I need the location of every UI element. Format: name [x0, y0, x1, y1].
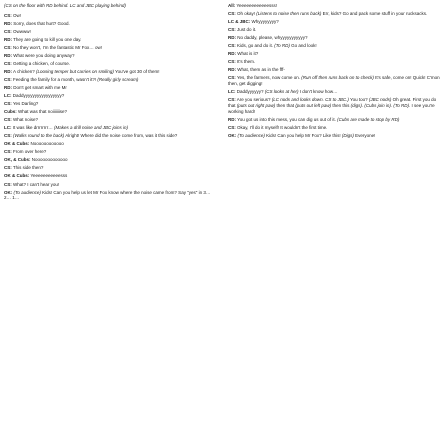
speaker-label: LC & JBC: — [228, 19, 251, 25]
line-text: (CS on the floor with RD behind. LC and JBC playing behind) — [4, 3, 126, 8]
stage-direction: (Loosing temper but carries on smiling) — [36, 69, 114, 75]
line-text: Yeeeeeeeeeeesss — [30, 173, 68, 179]
script-line — [4, 109, 218, 115]
line-text: Are you serious? (LC nods and looks down. CS to JBC.) You too? (JBC nods) Oh great. First you do that (puts out right paw) then that (puts out left paw) then this (digs). (Cubs join in). (To RD). I see you're working hard! — [228, 97, 437, 114]
script-line — [4, 182, 218, 188]
line-text: Yes Darling? — [12, 101, 39, 107]
line-text: Okay, I'll do it myself! It wouldn't the first time. — [237, 124, 328, 130]
script-line — [228, 75, 442, 87]
script-line — [228, 3, 442, 9]
script-line — [228, 97, 442, 115]
script-line — [4, 37, 218, 43]
line-text: It was like drrrrrrrr… (Makes a drill noise and JBC joins in) — [12, 125, 129, 131]
speaker-label: CS: — [4, 77, 12, 83]
script-line — [4, 85, 218, 91]
stage-direction: (LC nods and looks down. CS to JBC.) — [271, 97, 349, 103]
line-text: What? I can't hear you! — [13, 181, 60, 187]
script-line — [228, 51, 442, 57]
speaker-label: OK: — [4, 189, 13, 195]
line-text: Whyyyyyyyy? — [251, 19, 279, 25]
script-line — [4, 77, 218, 83]
stage-direction: (Cubs join in) — [364, 103, 391, 109]
speaker-label: CS: — [4, 28, 12, 34]
speaker-label: RD: — [4, 69, 12, 75]
line-text: Daddyyyyyy? (CS looks at her) I don't know how… — [236, 89, 338, 95]
speaker-label: RD: — [228, 51, 236, 57]
line-text: No they won't, I'm the fantastic Mr Fox… ow! — [13, 44, 103, 50]
speaker-label: CS: — [4, 61, 12, 67]
script-line — [228, 117, 442, 123]
speaker-label: LC: — [228, 89, 236, 95]
script-line — [228, 11, 442, 17]
script-column-right — [228, 3, 442, 141]
script-line — [4, 157, 218, 163]
speaker-label: CS: — [4, 101, 12, 107]
stage-direction: (puts out right paw) — [236, 103, 276, 109]
speaker-label: RD: — [4, 36, 12, 42]
line-text: Nooooooooooooo — [31, 157, 68, 163]
stage-direction: (puts out left paw) — [295, 103, 332, 109]
line-text: Owwww! — [13, 28, 31, 34]
line-text: They are going to kill you one day. — [13, 36, 82, 42]
speaker-label: CS: — [228, 75, 236, 81]
stage-direction: (To RD) — [274, 43, 290, 49]
line-text: Getting a chicken, of course. — [13, 61, 71, 67]
script-line — [228, 133, 442, 139]
speaker-label: LC: — [4, 125, 12, 131]
speaker-label: RD: — [228, 35, 236, 41]
speaker-label: LC: — [4, 93, 12, 99]
stage-direction: (Makes a drill noise and JBC joins in) — [54, 125, 129, 131]
speaker-label: OK, & Cubs: — [4, 157, 31, 163]
speaker-label: RD: — [228, 67, 236, 73]
script-line — [4, 149, 218, 155]
speaker-label: OK: — [228, 132, 237, 138]
line-text: What was that noiiiiiiise? — [18, 109, 68, 115]
speaker-label: RD: — [4, 85, 12, 91]
script-line — [4, 21, 218, 27]
stage-direction: (CS looks at her) — [264, 89, 299, 95]
stage-direction: (To audience) — [13, 189, 41, 195]
speaker-label: RD: — [4, 20, 12, 26]
line-text: Don't get smart with me Mr — [13, 85, 67, 91]
line-text: What noise? — [13, 117, 39, 123]
line-text: What is it? — [237, 51, 259, 57]
script-line — [4, 173, 218, 179]
script-line — [4, 133, 218, 139]
line-text: What, them as in the fff- — [237, 67, 285, 73]
script-line — [4, 53, 218, 59]
line-text: Daddyyyyyyyyyyyyyyyyy? — [12, 93, 65, 99]
script-line — [228, 43, 442, 49]
speaker-label: CS: — [228, 97, 236, 103]
stage-direction: (Listens to noise then runs back) — [256, 11, 322, 17]
speaker-label: CS: — [4, 181, 12, 187]
speaker-label: CS: — [228, 27, 236, 33]
line-text: It's them. — [237, 59, 256, 65]
stage-direction: (Digs) — [341, 132, 354, 138]
line-text: What were you doing anyway? — [13, 53, 75, 58]
speaker-label: OK & Cubs: — [4, 173, 30, 179]
script-line — [228, 89, 442, 95]
script-line — [4, 93, 218, 99]
line-text: Oh okay! (Listens to noise then runs back) Err, kids? Go and pack some stuff in your rucksacks. — [237, 11, 428, 17]
script-line — [4, 125, 218, 131]
script-line — [228, 35, 442, 41]
stage-direction: (Walks round to the back) — [13, 133, 65, 139]
line-text: From over here? — [13, 149, 47, 155]
speaker-label: CS: — [4, 165, 12, 171]
script-line — [4, 45, 218, 51]
script-line — [228, 27, 442, 33]
speaker-label: CS: — [228, 124, 236, 130]
script-line — [4, 29, 218, 35]
line-text: Noooooooooooo — [30, 141, 64, 147]
script-line — [228, 67, 442, 73]
speaker-label: CS: — [228, 59, 236, 65]
line-text: You got us into this mess, you can dig us out of it. (Cubs are made to stop by RD) — [237, 116, 400, 122]
stage-direction: (JBC nods) — [368, 97, 392, 103]
line-text: (To audience) Kids! Can you help us let Mr Fox know where the noise came from? Say "yes" in 3… 2… 1… — [4, 189, 211, 201]
stage-direction: (digs) — [350, 103, 362, 109]
line-text: Feeding the family for a month, wasn't it?! (Really girly scream) — [13, 77, 139, 83]
script-line — [4, 101, 218, 107]
stage-direction: (Cubs are made to stop by RD) — [337, 116, 400, 122]
line-text: Yes, the farmers, now come on. (Run off then runs back on to check) It's safe, come on! Quick! C'mon then, get digging! — [228, 75, 440, 87]
speaker-label: CS: — [228, 43, 236, 49]
script-line — [4, 190, 218, 202]
script-line — [4, 13, 218, 19]
speaker-label: Cubs: — [4, 109, 17, 115]
speaker-label: CS: — [4, 117, 12, 123]
script-column-left — [4, 3, 218, 203]
speaker-label: All: — [228, 3, 236, 8]
speaker-label: RD: — [4, 53, 12, 58]
script-line — [4, 61, 218, 67]
line-text: Just do it. — [237, 27, 257, 33]
line-text: (To audience) Kids! Can you help Mr Fox? Like this! (Digs) Everyone! — [237, 132, 376, 138]
line-text: Kids, go and do it. (To RD) Go and look! — [237, 43, 317, 49]
speaker-label: CS: — [4, 149, 12, 155]
speaker-label: CS: — [4, 12, 12, 18]
line-text: Ow! — [13, 12, 22, 18]
line-text: Yeeeeeeeeeeeesss! — [236, 3, 278, 8]
line-text: A chicken? (Loosing temper but carries on smiling) You've got 30 of them! — [13, 69, 160, 75]
line-text: No daddy, please, whyyyyyyyyyyy? — [237, 35, 308, 41]
speaker-label: RD: — [228, 116, 236, 122]
line-text: Sorry, does that hurt? Good. — [13, 20, 70, 26]
script-line — [4, 141, 218, 147]
stage-direction: (To RD) — [393, 103, 410, 109]
line-text: This side then? — [12, 165, 44, 171]
script-line — [4, 117, 218, 123]
script-line — [4, 165, 218, 171]
speaker-label: CS: — [4, 44, 12, 50]
speaker-label: OK & Cubs: — [4, 141, 30, 147]
stage-direction: (To audience) — [237, 132, 265, 138]
speaker-label: CS: — [228, 11, 236, 17]
stage-direction: (Really girly scream) — [97, 77, 139, 83]
stage-direction-intro — [4, 3, 218, 9]
script-line — [4, 69, 218, 75]
script-line — [228, 19, 442, 25]
stage-direction: (Run off then runs back on to check) — [301, 75, 374, 81]
script-line — [228, 125, 442, 131]
script-line — [228, 59, 442, 65]
line-text: (Walks round to the back) Alright! Where did the noise come from, was it this side? — [13, 133, 178, 139]
speaker-label: CS: — [4, 133, 12, 139]
